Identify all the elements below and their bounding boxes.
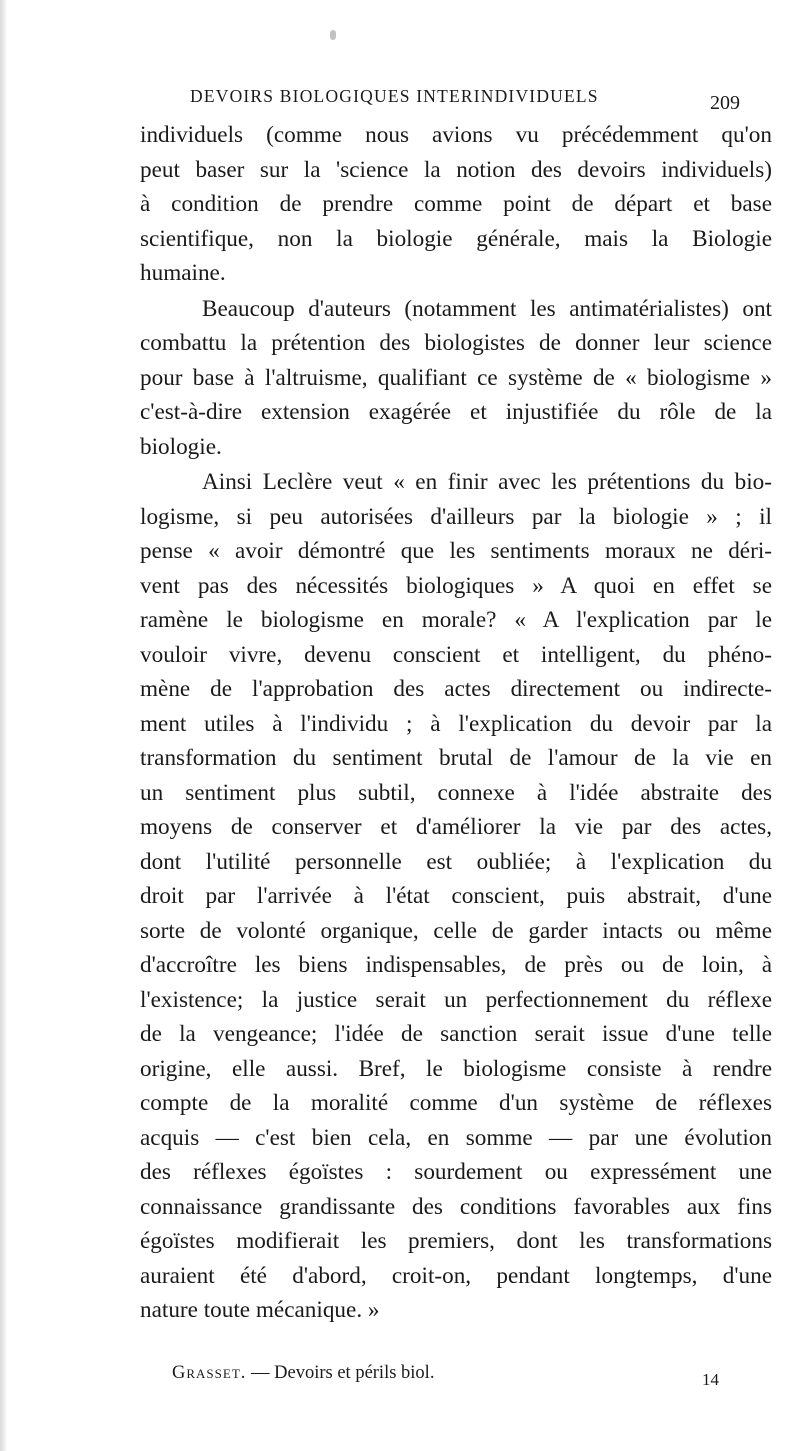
text-line: Beaucoup d'auteurs (notamment les antimatérialistes) ont: [202, 295, 772, 322]
text-line: origine, elle aussi. Bref, le biologisme consiste à rendre: [140, 1055, 772, 1082]
print-speck: [330, 30, 336, 40]
text-line: mène de l'approbation des actes directement ou indirecte-: [140, 676, 772, 702]
text-line: un sentiment plus subtil, connexe à l'idée abstraite des: [140, 779, 772, 806]
text-line: nature toute mécanique. »: [140, 1297, 380, 1323]
text-line: individuels (comme nous avions vu précédemment qu'on: [140, 122, 772, 148]
text-line: humaine.: [140, 260, 226, 286]
body-text: [140, 118, 772, 1328]
text-line: droit par l'arrivée à l'état conscient, puis abstrait, d'une: [140, 883, 772, 909]
text-line: d'accroître les biens indispensables, de près ou de loin, à: [140, 952, 772, 978]
footer-author: Grasset.: [172, 1363, 247, 1383]
text-line: scientifique, non la biologie générale, mais la Biologie: [140, 225, 772, 252]
text-line: combattu la prétention des biologistes de donner leur science: [140, 330, 772, 356]
text-line: transformation du sentiment brutal de l'amour de la vie en: [140, 745, 772, 771]
paragraph-3: [140, 465, 772, 1328]
paragraph-2: [140, 292, 772, 465]
text-line: des réflexes égoïstes : sourdement ou expressément une: [140, 1159, 772, 1185]
text-line: vent pas des nécessités biologiques » A quoi en effet se: [140, 572, 772, 599]
text-line: biologie.: [140, 433, 222, 460]
paragraph-1: [140, 118, 772, 291]
text-line: égoïstes modifierait les premiers, dont les transformations: [140, 1228, 772, 1254]
text-line: Ainsi Leclère veut « en finir avec les prétentions du bio-: [202, 469, 772, 495]
signature-mark: 14: [702, 1370, 719, 1389]
text-line: logisme, si peu autorisées d'ailleurs par la biologie » ; il: [140, 503, 772, 530]
text-line: à condition de prendre comme point de départ et base: [140, 191, 772, 217]
running-head: DEVOIRS BIOLOGIQUES INTERINDIVIDUELS: [190, 86, 599, 106]
text-line: peut baser sur la 'science la notion des devoirs individuels): [140, 156, 772, 183]
footer-title: — Devoirs et périls biol.: [246, 1363, 435, 1383]
text-line: l'existence; la justice serait un perfectionnement du réflexe: [140, 986, 772, 1013]
text-line: de la vengeance; l'idée de sanction serait issue d'une telle: [140, 1021, 772, 1047]
page-number: 209: [710, 92, 740, 114]
text-line: ment utiles à l'individu ; à l'explication du devoir par la: [140, 710, 772, 737]
text-line: vouloir vivre, devenu conscient et intelligent, du phéno-: [140, 641, 772, 668]
footer-source-note: [172, 1363, 434, 1384]
text-line: pense « avoir démontré que les sentiments moraux ne déri-: [140, 538, 772, 564]
page-edge-shadow: [0, 0, 6, 1451]
text-line: auraient été d'abord, croit-on, pendant longtemps, d'une: [140, 1262, 772, 1289]
text-line: moyens de conserver et d'améliorer la vie par des actes,: [140, 814, 772, 840]
text-line: compte de la moralité comme d'un système de réflexes: [140, 1090, 772, 1116]
text-line: connaissance grandissante des conditions favorables aux fins: [140, 1193, 772, 1220]
text-line: acquis — c'est bien cela, en somme — par une évolution: [140, 1124, 772, 1151]
text-line: c'est-à-dire extension exagérée et injustifiée du rôle de la: [140, 399, 772, 425]
text-line: sorte de volonté organique, celle de garder intacts ou même: [140, 917, 772, 944]
text-line: dont l'utilité personnelle est oubliée; à l'explication du: [140, 848, 772, 875]
text-line: pour base à l'altruisme, qualifiant ce système de « biologisme »: [140, 364, 772, 391]
text-line: ramène le biologisme en morale? « A l'explication par le: [140, 607, 772, 633]
